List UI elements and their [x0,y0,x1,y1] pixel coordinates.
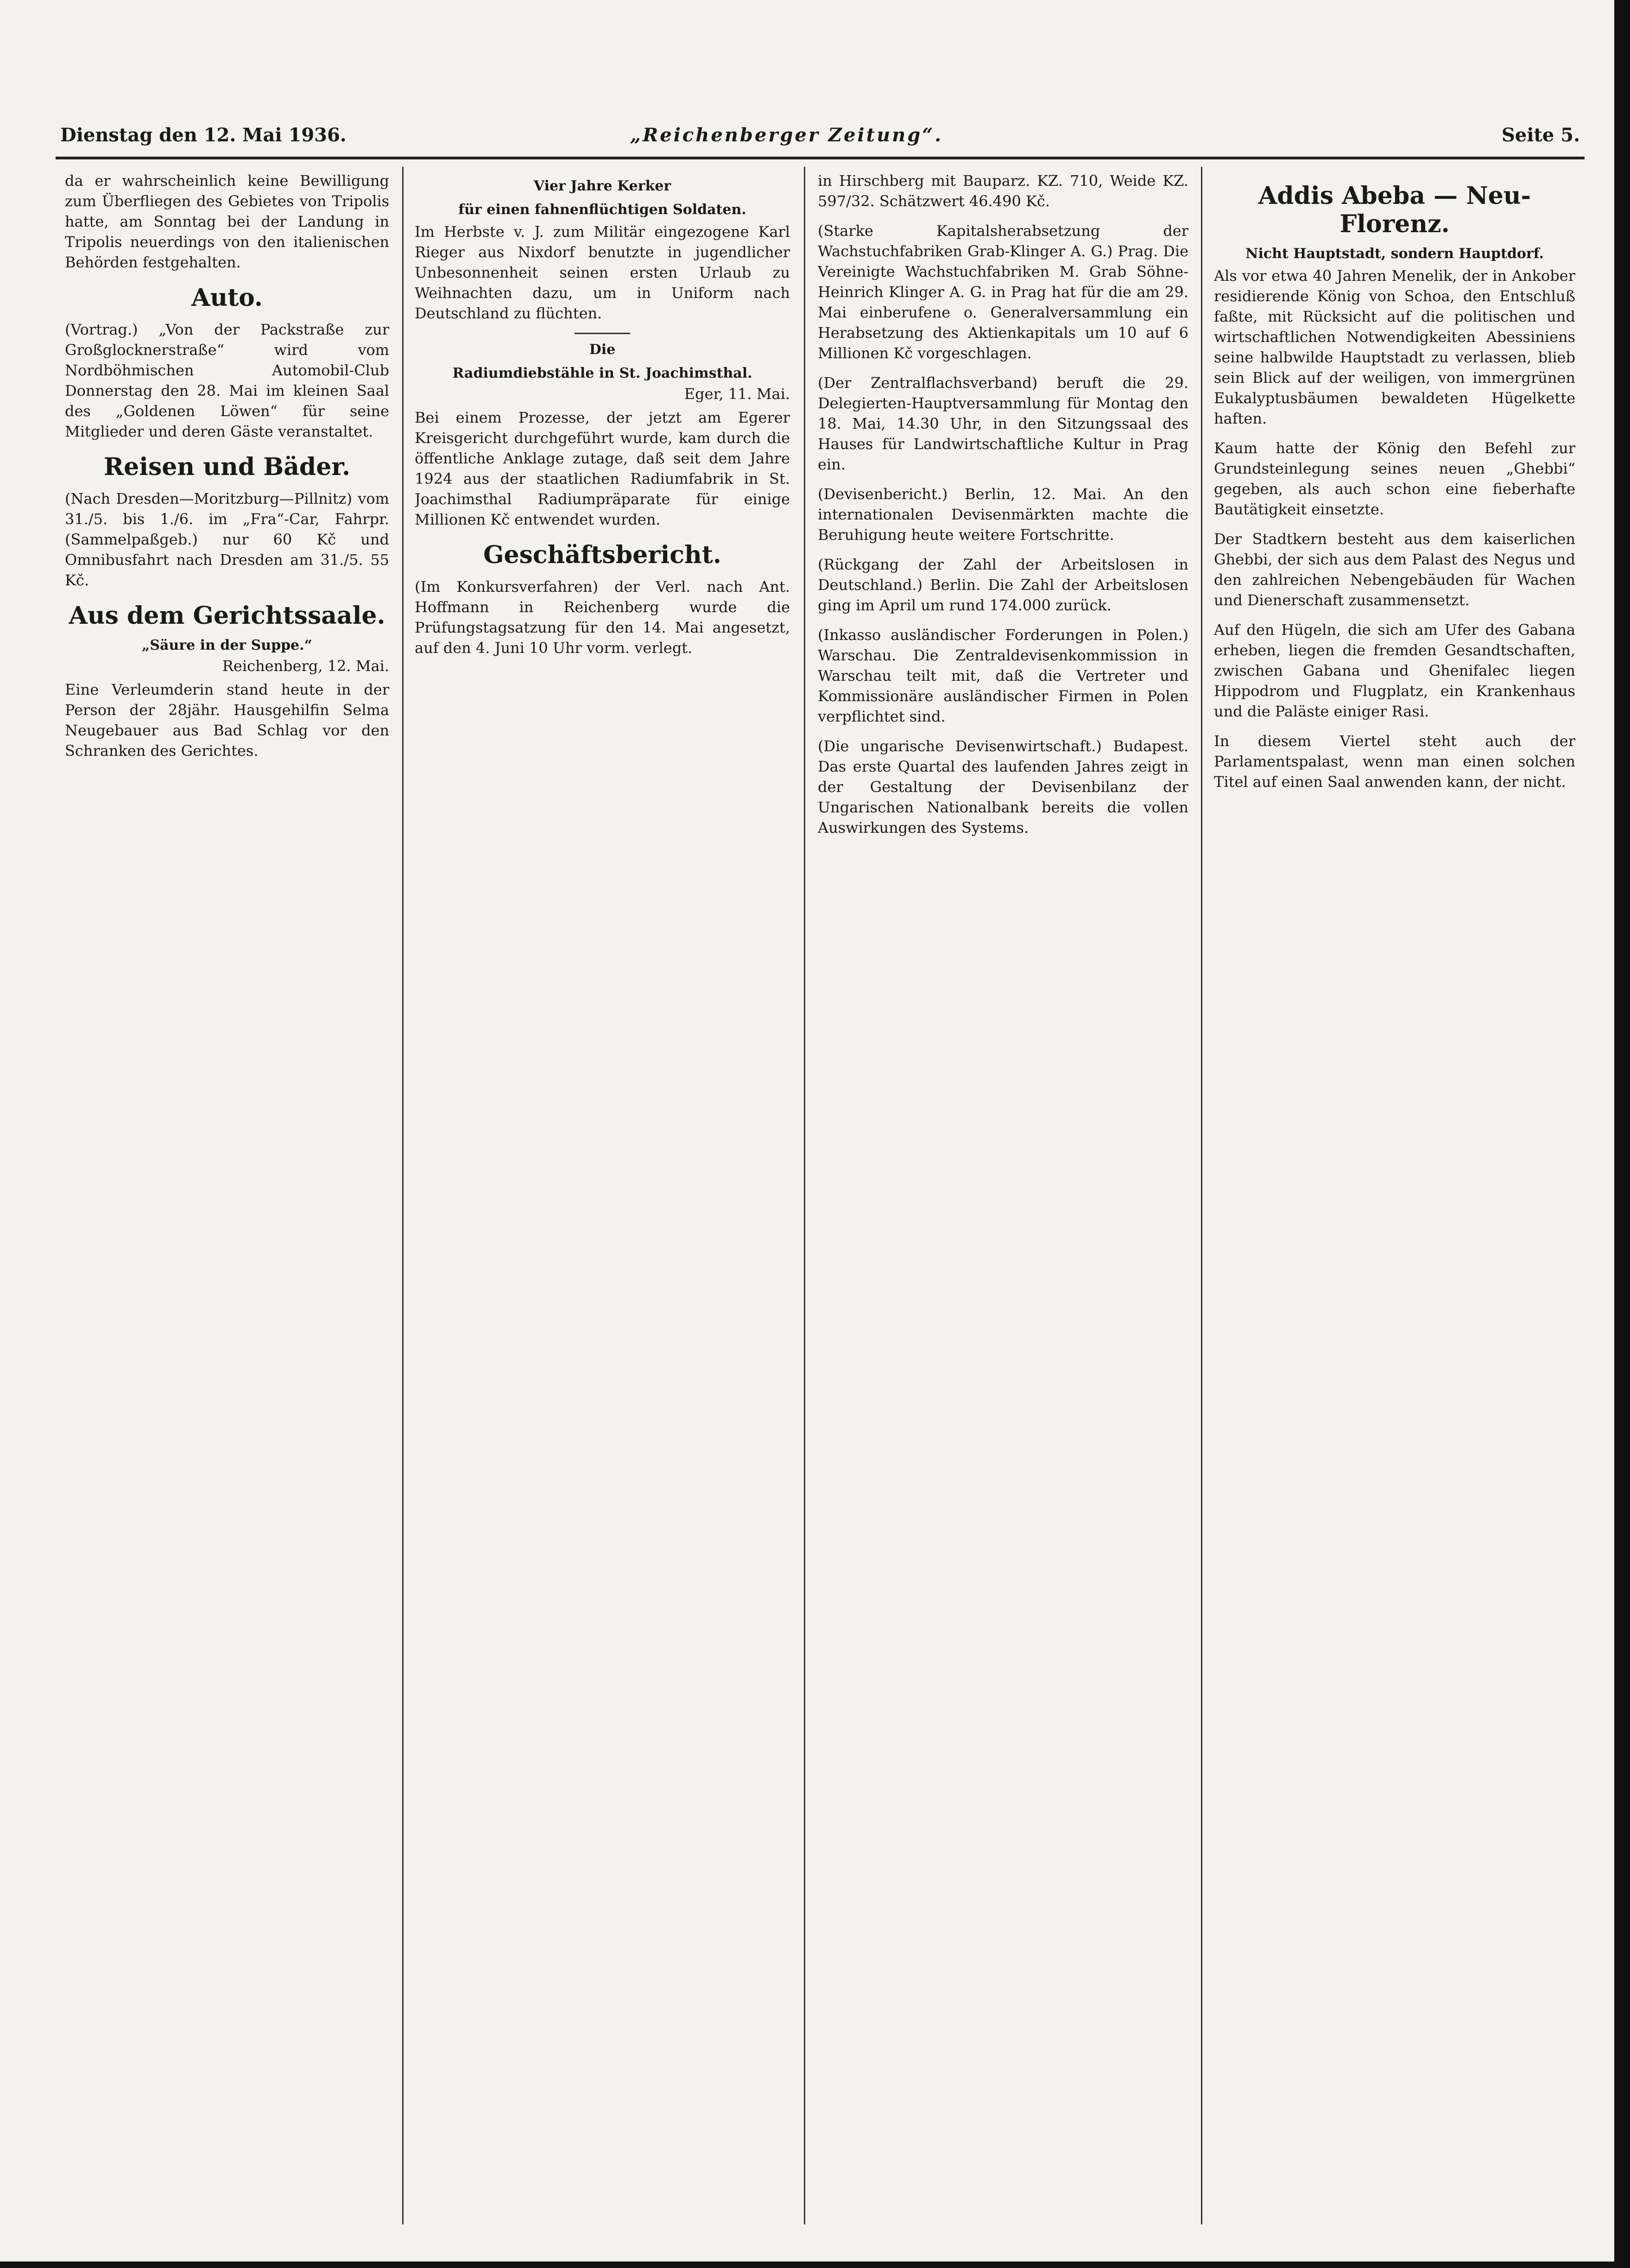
article-text: Bei einem Prozesse, der jetzt am Egerer Kreisgericht durchgeführt wurde, kam durch die öffentliche Anklage zutage, daß seit dem Jahre 1924 aus der staatlichen Radiumfabrik in St. Joachimsthal Radiumpräparate für einige Millionen Kč entwendet wurden. [415,409,790,528]
article-text: Auf den Hügeln, die sich am Ufer des Gabana erheben, liegen die fremden Gesandtschaften, zwischen Gabana und Ghenifalec liegen Hippodrom und Flugplatz, ein Krankenhaus und die Paläste einiger Rasi. [1214,621,1575,720]
article-text: Kaum hatte der König den Befehl zur Grundsteinlegung seines neuen „Ghebbi“ gegeben, als auch schon eine fieberhafte Bautätigkeit einsetzte. [1214,439,1575,518]
scan-edge-bottom [0,2262,1630,2268]
article-heading-radium-1: Die [589,342,616,358]
masthead-date: Dienstag den 12. Mai 1936. [60,124,347,146]
scan-edge-right [1614,0,1630,2268]
masthead [60,124,1580,152]
article-heading-prison: Vier Jahre Kerker [533,178,671,194]
article-text: Im Herbste v. J. zum Militär eingezogene Karl Rieger aus Nixdorf benutzte in jugendlicher Unbesonnenheit seinen ersten Urlaub zu Weihnachten dazu, um in Uniform nach Deutschland zu flüchten. [415,223,790,322]
column-2 [415,171,790,2219]
column-divider [1201,167,1202,2224]
section-heading-travel: Reisen und Bäder. [103,453,351,481]
section-heading-business: Geschäftsbericht. [483,541,721,569]
masthead-page-number: Seite 5. [1501,124,1580,146]
article-dateline: Reichenberg, 12. Mai. [222,657,389,675]
section-heading-addis-abeba: Addis Abeba — Neu-Florenz. [1258,182,1531,238]
article-dateline: Eger, 11. Mai. [684,385,790,403]
article-text: (Nach Dresden—Moritzburg—Pillnitz) vom 31./5. bis 1./6. im „Fra“-Car, Fahrpr. (Sammelpaßgeb.) nur 60 Kč und Omnibusfahrt nach Dresden am 31./5. 55 Kč. [65,490,389,589]
column-divider [402,167,404,2224]
article-text: (Die ungarische Devisenwirtschaft.) Budapest. Das erste Quartal des laufenden Jahres zeigt in der Gestaltung der Devisenbilanz der Ungarischen Nationalbank bereits die vollen Auswirkungen des Systems. [818,737,1188,836]
article-text: (Inkasso ausländischer Forderungen in Polen.) Warschau. Die Zentraldevisenkommission in Warschau teilt mit, daß die Vertreter und Kommissionäre ausländischer Firmen in Polen verpflichtet sind. [818,626,1188,725]
column-3 [818,171,1188,2219]
article-text: In diesem Viertel steht auch der Parlamentspalast, wenn man einen solchen Titel auf einen Saal anwenden kann, der nicht. [1214,732,1575,791]
article-text: Als vor etwa 40 Jahren Menelik, der in Ankober residierende König von Schoa, den Entschluß faßte, mit Rücksicht auf die politischen und wirtschaftlichen Notwendigkeiten Abessiniens seine halbwilde Hauptstadt zu verlassen, blieb sein Blick auf der weiligen, von immergrünen Eukalyptusbäumen bewaldeten Hügelkette haften. [1214,267,1575,427]
column-4 [1214,171,1575,2219]
section-heading-court: Aus dem Gerichtssaale. [69,602,385,630]
masthead-rule [56,157,1585,159]
article-text: (Im Konkursverfahren) der Verl. nach Ant. Hoffmann in Reichenberg wurde die Prüfungstagsatzung für den 14. Mai angesetzt, auf den 4. Juni 10 Uhr vorm. verlegt. [415,578,790,657]
article-heading-radium-2: Radiumdiebstähle in St. Joachimsthal. [452,365,752,381]
article-subheading: Nicht Hauptstadt, sondern Hauptdorf. [1245,246,1544,262]
article-subheading: „Säure in der Suppe.“ [142,637,312,653]
masthead-title: „Reichenberger Zeitung“. [630,124,943,146]
article-text: (Der Zentralflachsverband) beruft die 29. Delegierten-Hauptversammlung für Montag den 18. Mai, 14.30 Uhr, in den Sitzungssaal des Hauses für Landwirtschaftliche Kultur in Prag ein. [818,374,1188,473]
article-text: Der Stadtkern besteht aus dem kaiserlichen Ghebbi, der sich aus dem Palast des Negus und den zahlreichen Nebengebäuden für Wachen und Dienerschaft zusammensetzt. [1214,530,1575,609]
column-1 [65,171,389,2219]
article-text: Eine Verleumderin stand heute in der Person der 28jähr. Hausgehilfin Selma Neugebauer aus Bad Schlag vor den Schranken des Gerichtes. [65,681,389,760]
column-divider [804,167,805,2224]
article-text: da er wahrscheinlich keine Bewilligung zum Überfliegen des Gebietes von Tripolis hatte, am Sonntag bei der Landung in Tripolis neuerdings von den italienischen Behörden festgehalten. [65,172,389,271]
article-text: (Vortrag.) „Von der Packstraße zur Großglocknerstraße“ wird vom Nordböhmischen Automobil-Club Donnerstag den 28. Mai im kleinen Saal des „Goldenen Löwen“ für seine Mitglieder und deren Gäste veranstaltet. [65,321,389,440]
section-heading-auto: Auto. [191,284,263,312]
article-text: (Devisenbericht.) Berlin, 12. Mai. An den internationalen Devisenmärkten machte die Beruhigung heute weitere Fortschritte. [818,485,1188,544]
article-text: (Starke Kapitalsherabsetzung der Wachstuchfabriken Grab-Klinger A. G.) Prag. Die Vereinigte Wachstuchfabriken M. Grab Söhne-Heinrich Klinger A. G. in Prag hat für die am 29. Mai einberufene o. Generalversammlung ein Herabsetzung des Aktienkapitals um 10 auf 6 Millionen Kč vorgeschlagen. [818,222,1188,362]
article-text: (Rückgang der Zahl der Arbeitslosen in Deutschland.) Berlin. Die Zahl der Arbeitslosen ging im April um rund 174.000 zurück. [818,556,1188,614]
article-subheading: für einen fahnenflüchtigen Soldaten. [458,202,746,218]
separator-rule [575,333,630,334]
article-text: in Hirschberg mit Bauparz. KZ. 710, Weide KZ. 597/32. Schätzwert 46.490 Kč. [818,172,1188,210]
